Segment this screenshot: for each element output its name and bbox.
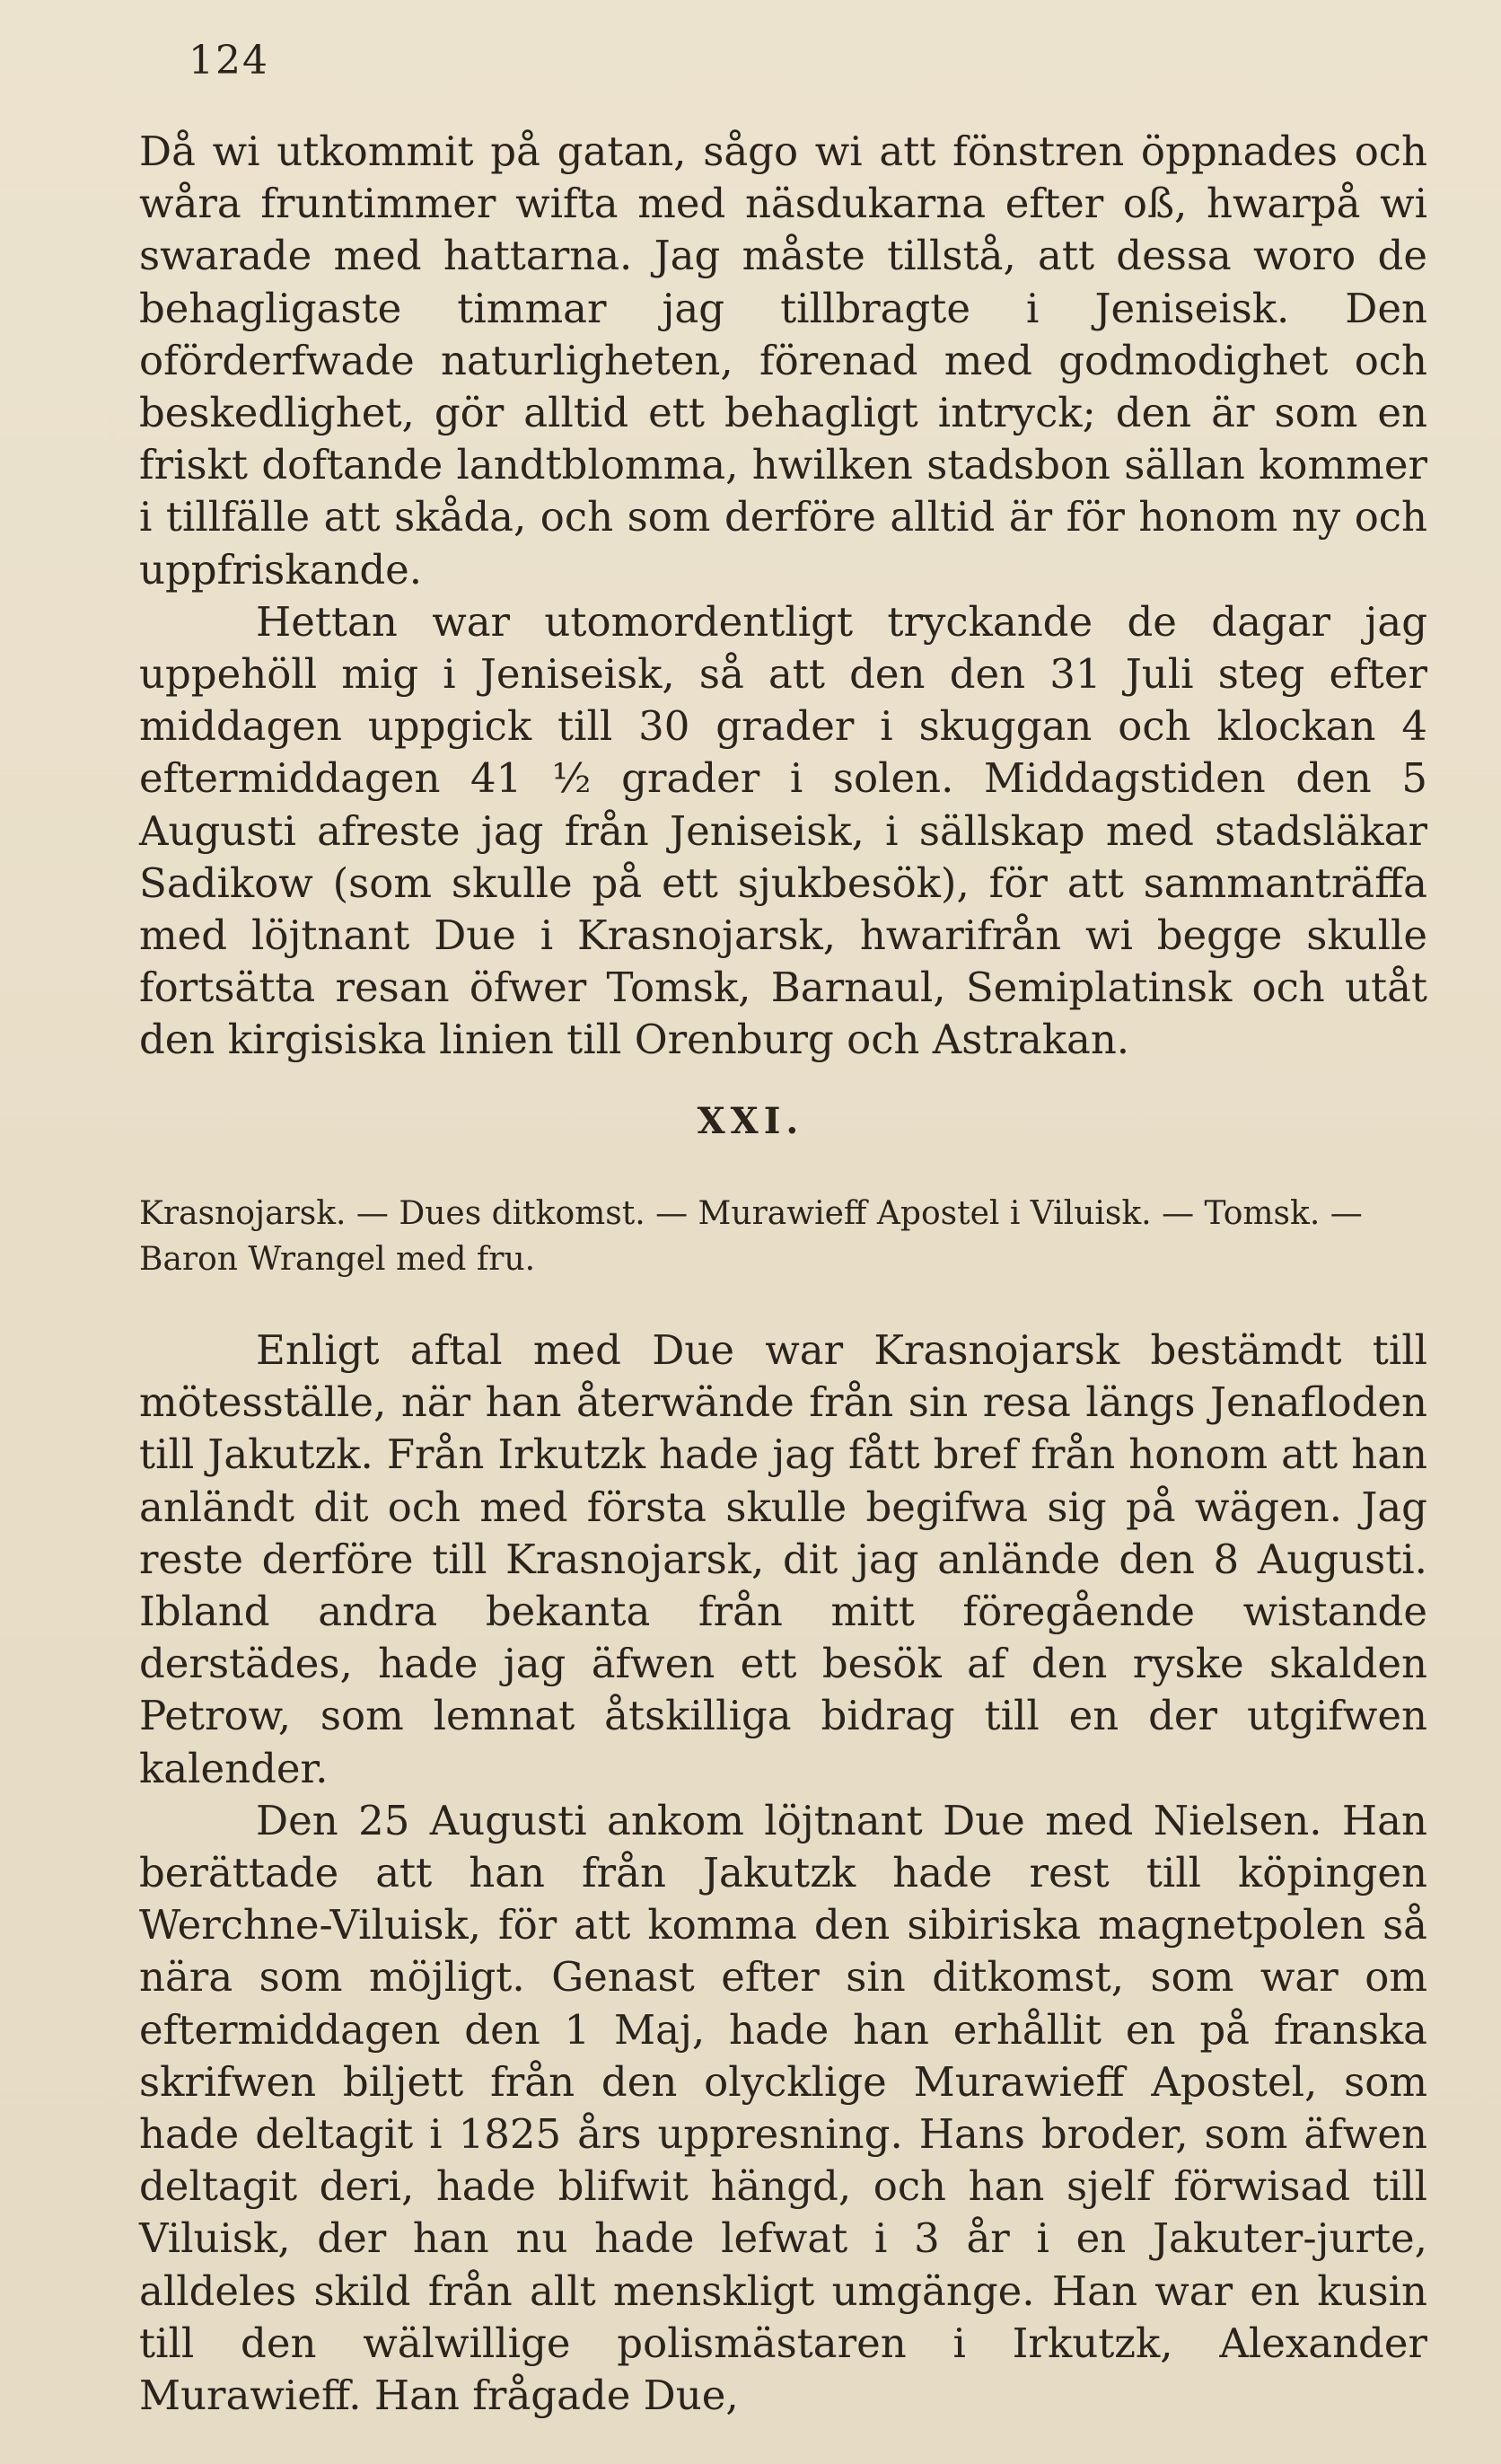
paragraph: Den 25 Augusti ankom löjtnant Due med Nielsen. Han berättade att han från Jakutzk hade rest till köpingen Werchne-Viluisk, för att komma den sibiriska magnetpolen så nära som möjligt. Genast efter sin ditkomst, som war om eftermiddagen den 1 Maj, hade han erhållit en på franska skrifwen biljett från den olycklige Murawieff Apostel, som hade deltagit i 1825 års uppresning. Hans broder, som äfwen deltagit deri, hade blifwit hängd, och han sjelf förwisad till Viluisk, der han nu hade lefwat i 3 år i en Jakuter-jurte, alldeles skild från allt menskligt umgänge. Han war en kusin till den wälwillige polismästaren i Irkutzk, Alexander Murawieff. Han frågade Due,	[139, 1796, 1427, 2420]
chapter-heading: XXI.	[697, 1100, 804, 1142]
page-number: 124	[189, 38, 269, 84]
chapter-summary: Krasnojarsk. — Dues ditkomst. — Murawieff Apostel i Viluisk. — Tomsk. — Baron Wrangel med fru.	[139, 1195, 1363, 1278]
paragraph: Då wi utkommit på gatan, sågo wi att fönstren öppnades och wåra fruntimmer wifta med näsdukarna efter oß, hwarpå wi swarade med hattarna. Jag måste tillstå, att dessa woro de behagligaste timmar jag tillbragte i Jeniseisk. Den oförderfwade naturligheten, förenad med godmodighet och beskedlighet, gör alltid ett behagligt intryck; den är som en friskt doftande landtblomma, hwilken stadsbon sällan kommer i tillfälle att skåda, och som derföre alltid är för honom ny och uppfriskande.	[139, 128, 1427, 594]
paragraph: Hettan war utomordentligt tryckande de dagar jag uppehöll mig i Jeniseisk, så att den den 31 Juli steg efter middagen uppgick till 30 grader i skuggan och klockan 4 eftermiddagen 41 ½ grader i solen. Middagstiden den 5 Augusti afreste jag från Jeniseisk, i sällskap med stadsläkar Sadikow (som skulle på ett sjukbesök), för att sammanträffa med löjtnant Due i Krasnojarsk, hwarifrån wi begge skulle fortsätta resan öfwer Tomsk, Barnaul, Semiplatinsk och utåt den kirgisiska linien till Orenburg och Astrakan.	[139, 597, 1427, 1064]
paragraph: Enligt aftal med Due war Krasnojarsk bestämdt till mötesställe, när han återwände från sin resa längs Jenafloden till Jakutzk. Från Irkutzk hade jag fått bref från honom att han anländt dit och med första skulle begifwa sig på wägen. Jag reste derföre till Krasnojarsk, dit jag anlände den 8 Augusti. Ibland andra bekanta från mitt föregående wistande derstädes, hade jag äfwen ett besök af den ryske skalden Petrow, som lemnat åtskilliga bidrag till en der utgifwen kalender.	[139, 1326, 1427, 1792]
text-block-bottom	[139, 1324, 1427, 2422]
text-block-top	[139, 126, 1427, 1067]
